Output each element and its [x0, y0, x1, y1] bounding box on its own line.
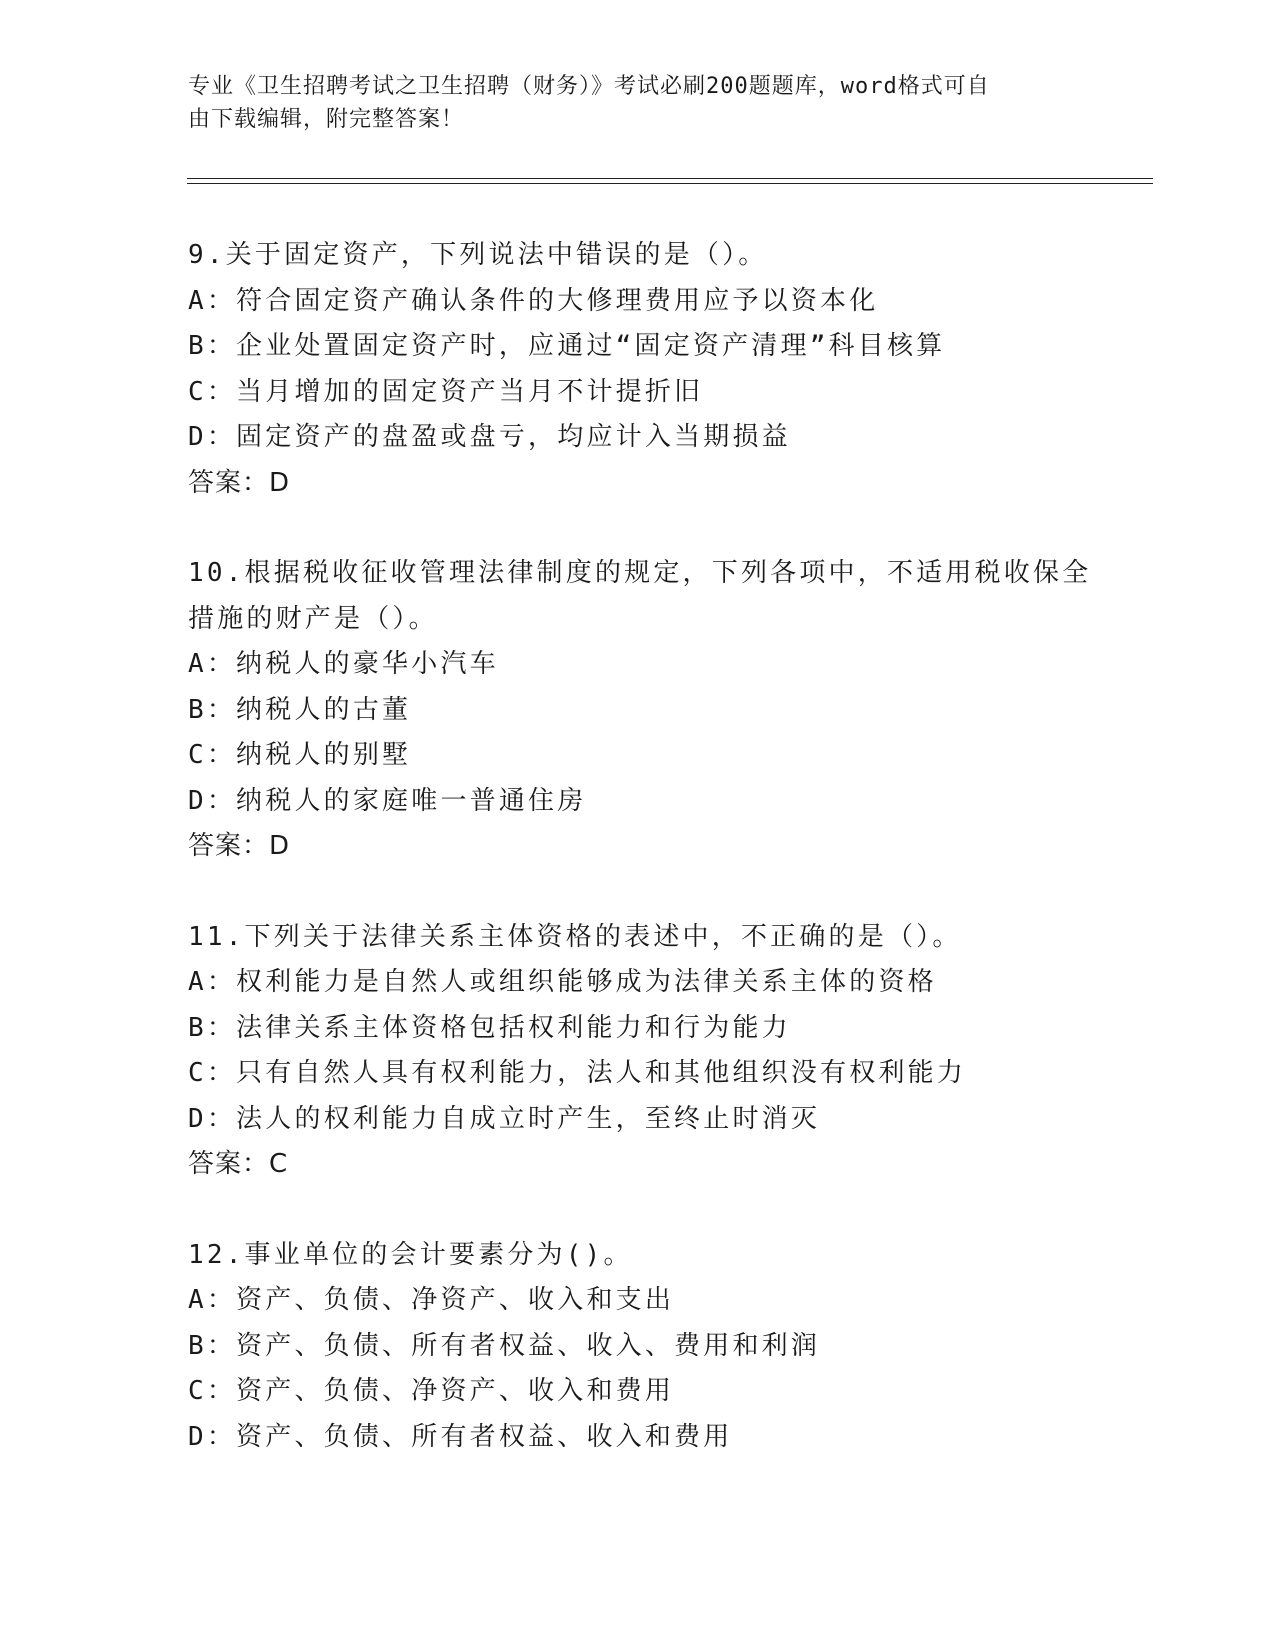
header-line-1: 专业《卫生招聘考试之卫生招聘（财务）》考试必刷200题题库，word格式可自	[188, 74, 990, 99]
question-stem: 10.根据税收征收管理法律制度的规定，下列各项中，不适用税收保全	[188, 558, 1092, 588]
option-c: C：纳税人的别墅	[188, 740, 412, 770]
option-a: A：纳税人的豪华小汽车	[188, 649, 499, 679]
question-9	[188, 233, 1128, 506]
answer-line: 答案：D	[188, 831, 291, 861]
option-a: A：权利能力是自然人或组织能够成为法律关系主体的资格	[188, 967, 937, 997]
question-stem: 11.下列关于法律关系主体资格的表述中，不正确的是（）。	[188, 921, 962, 952]
option-d: D：资产、负债、所有者权益、收入和费用	[188, 1421, 733, 1452]
question-12	[188, 1233, 1128, 1461]
option-a: A：符合固定资产确认条件的大修理费用应予以资本化	[188, 285, 879, 316]
question-stem: 12.事业单位的会计要素分为()。	[188, 1239, 633, 1270]
question-stem: 9.关于固定资产，下列说法中错误的是（）。	[188, 240, 768, 270]
question-10	[188, 551, 1128, 870]
answer-line: 答案：D	[188, 467, 291, 498]
option-d: D：纳税人的家庭唯一普通住房	[188, 785, 587, 816]
question-11	[188, 915, 1128, 1188]
question-stem-continued: 措施的财产是（）。	[188, 603, 438, 634]
option-b: B：企业处置固定资产时，应通过“固定资产清理”科目核算	[188, 331, 946, 361]
option-c: C：只有自然人具有权利能力，法人和其他组织没有权利能力	[188, 1058, 967, 1088]
header-divider-bottom	[187, 183, 1153, 184]
option-d: D：固定资产的盘盈或盘亏，均应计入当期损益	[188, 422, 791, 452]
option-b: B：纳税人的古董	[188, 694, 412, 725]
option-c: C：资产、负债、净资产、收入和费用	[188, 1376, 675, 1406]
option-b: B：法律关系主体资格包括权利能力和行为能力	[188, 1012, 791, 1043]
answer-line: 答案：C	[188, 1149, 289, 1179]
header-line-2: 由下载编辑，附完整答案！	[188, 107, 465, 132]
header-divider-top	[187, 178, 1153, 179]
option-d: D：法人的权利能力自成立时产生，至终止时消灭	[188, 1103, 821, 1134]
option-a: A：资产、负债、净资产、收入和支出	[188, 1285, 675, 1315]
document-header	[188, 70, 1088, 136]
option-b: B：资产、负债、所有者权益、收入、费用和利润	[188, 1330, 821, 1361]
option-c: C：当月增加的固定资产当月不计提折旧	[188, 376, 704, 407]
question-list	[188, 233, 1128, 1505]
